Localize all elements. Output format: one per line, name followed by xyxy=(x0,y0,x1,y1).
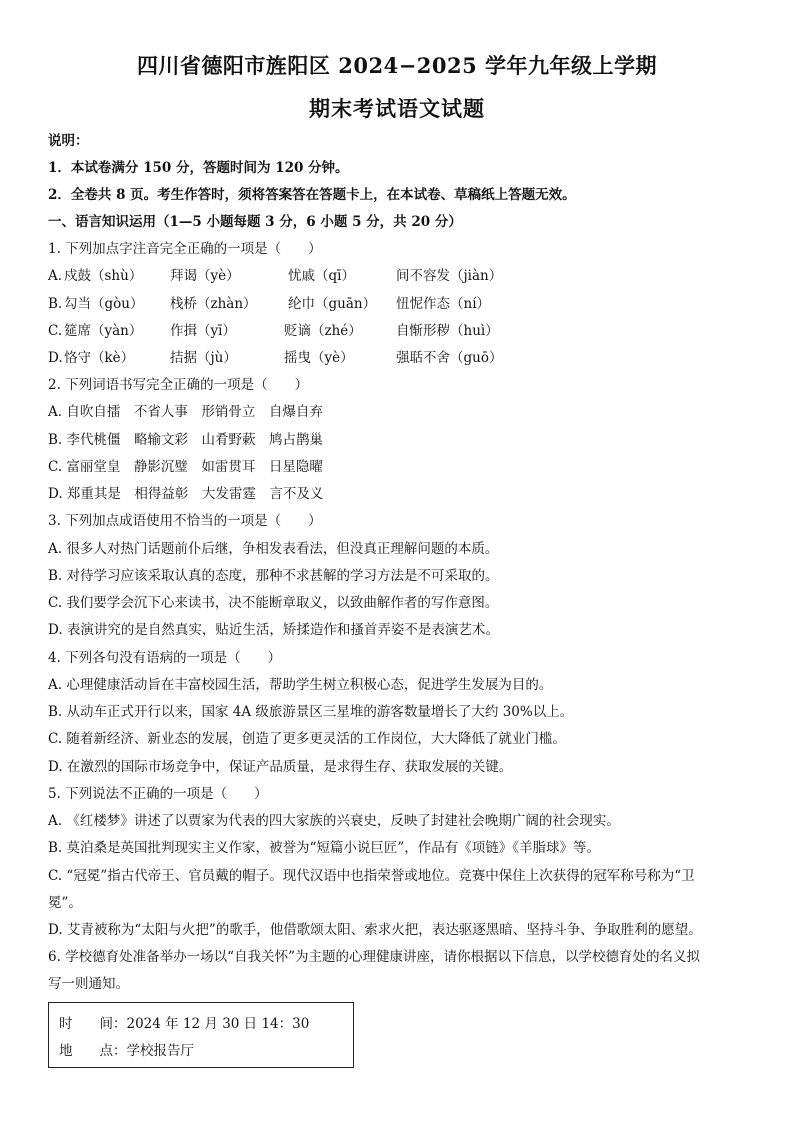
q2-option-d: D. 郑重其是 相得益彰 大发雷霆 言不及义 xyxy=(48,486,324,502)
q1-stem: 1. 下列加点字注音完全正确的一项是（ ） xyxy=(48,241,322,257)
q4-stem: 4. 下列各句没有语病的一项是（ ） xyxy=(48,650,282,666)
q5-option-b: B. 莫泊桑是英国批判现实主义作家，被誉为“短篇小说巨匠”，作品有《项链》《羊脂球》等。 xyxy=(48,840,601,856)
q2-option-b: B. 李代桃僵 略输文彩 山肴野蔌 鸠占鹊巢 xyxy=(48,432,324,448)
q4-option-b: B. 从动车正式开行以来，国家 4A 级旅游景区三星堆的游客数量增长了大约 30%以上。 xyxy=(48,704,574,720)
q4-option-a: A. 心理健康活动旨在丰富校园生活，帮助学生树立积极心态，促进学生发展为目的。 xyxy=(48,677,553,693)
notice-place: 地 点：学校报告厅 xyxy=(59,1043,194,1059)
option-word: 恪守（kè） xyxy=(64,350,135,366)
q1-option-b xyxy=(48,295,748,313)
option-word: 作揖（yī） xyxy=(170,323,236,339)
q6-stem-continued: 写一则通知。 xyxy=(48,976,129,992)
option-label: D. xyxy=(48,350,63,366)
instruction-item-2: 2．全卷共 8 页。考生作答时，须将答案答在答题卡上，在本试卷、草稿纸上答题无效。 xyxy=(48,187,576,203)
option-label: C. xyxy=(48,323,63,339)
notice-time: 时 间：2024 年 12 月 30 日 14：30 xyxy=(59,1016,310,1032)
option-word: 忧戚（qī） xyxy=(288,268,355,284)
q3-option-b: B. 对待学习应该采取认真的态度，那种不求甚解的学习方法是不可采取的。 xyxy=(48,568,499,584)
option-word: 摇曳（yè） xyxy=(284,350,354,366)
option-word: 拜谒（yè） xyxy=(170,268,240,284)
option-word: 自惭形秽（huì） xyxy=(396,323,499,339)
option-word: 间不容发（jiàn） xyxy=(396,268,503,284)
q4-option-d: D. 在激烈的国际市场竞争中，保证产品质量，是求得生存、获取发展的关键。 xyxy=(48,759,513,775)
q1-option-a xyxy=(48,267,748,285)
notice-info-box xyxy=(48,1002,354,1068)
q3-stem: 3. 下列加点成语使用不恰当的一项是（ ） xyxy=(48,513,322,529)
q3-option-a: A. 很多人对热门话题前仆后继，争相发表看法，但没真正理解问题的本质。 xyxy=(48,541,499,557)
q3-option-d: D. 表演讲究的是自然真实，贴近生活，矫揉造作和搔首弄姿不是表演艺术。 xyxy=(48,622,499,638)
q5-stem: 5. 下列说法不正确的一项是（ ） xyxy=(48,786,268,802)
q2-option-c: C. 富丽堂皇 静影沉璧 如雷贯耳 日星隐曜 xyxy=(48,459,323,475)
q4-option-c: C. 随着新经济、新业态的发展，创造了更多更灵活的工作岗位，大大降低了就业门槛。 xyxy=(48,731,566,747)
q1-option-d xyxy=(48,349,748,367)
q5-option-a: A. 《红楼梦》讲述了以贾家为代表的四大家族的兴衰史，反映了封建社会晚期广阔的社会现实。 xyxy=(48,813,620,829)
option-word: 栈桥（zhàn） xyxy=(170,296,257,312)
option-label: B. xyxy=(48,296,63,312)
option-word: 贬谪（zhé） xyxy=(284,323,362,339)
exam-title-line2: 期末考试语文试题 xyxy=(309,96,485,121)
section1-heading: 一、语言知识运用（1—5 小题每题 3 分，6 小题 5 分，共 20 分） xyxy=(48,214,462,230)
option-label: A. xyxy=(48,268,63,284)
exam-title-line1: 四川省德阳市旌阳区 2024−2025 学年九年级上学期 xyxy=(136,53,658,78)
q5-option-c-continued: 冕”。 xyxy=(48,895,82,911)
instruction-item-1: 1．本试卷满分 150 分，答题时间为 120 分钟。 xyxy=(48,160,349,176)
option-word: 筵席（yàn） xyxy=(64,323,143,339)
q5-option-d: D. 艾青被称为“太阳与火把”的歌手，他借歌颂太阳、索求火把，表达驱逐黑暗、坚持斗争、争取胜利的愿望。 xyxy=(48,922,702,938)
q1-option-c xyxy=(48,322,748,340)
q3-option-c: C. 我们要学会沉下心来读书，决不能断章取义，以致曲解作者的写作意图。 xyxy=(48,595,499,611)
instructions-heading: 说明： xyxy=(48,133,89,149)
q6-stem: 6. 学校德育处准备举办一场以“自我关怀”为主题的心理健康讲座，请你根据以下信息，以学校德育处的名义拟 xyxy=(48,949,700,965)
option-word: 强聒不舍（guō） xyxy=(396,350,503,366)
option-word: 纶巾（guān） xyxy=(288,296,377,312)
option-word: 戍鼓（shù） xyxy=(64,268,143,284)
option-word: 忸怩作态（ní） xyxy=(396,296,491,312)
option-word: 拮据（jù） xyxy=(170,350,237,366)
option-word: 勾当（gòu） xyxy=(64,296,144,312)
q2-option-a: A. 自吹自擂 不省人事 形销骨立 自爆自弃 xyxy=(48,404,323,420)
q5-option-c: C. “冠冕”指古代帝王、官员戴的帽子。现代汉语中也指荣誉或地位。竞赛中保住上次获得的冠军称号称为“卫 xyxy=(48,868,695,884)
q2-stem: 2. 下列词语书写完全正确的一项是（ ） xyxy=(48,377,309,393)
